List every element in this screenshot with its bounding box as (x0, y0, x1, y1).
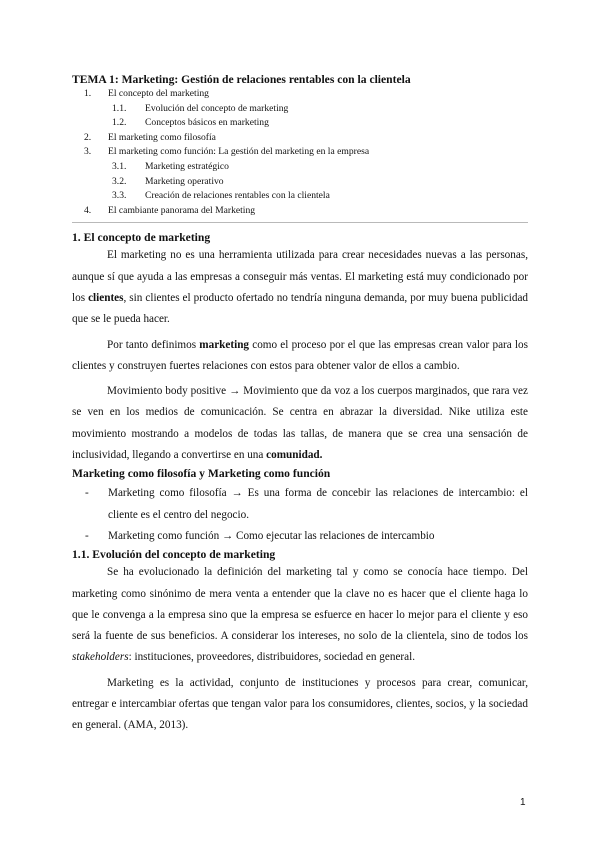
document-title: TEMA 1: Marketing: Gestión de relaciones rentables con la clientela (72, 73, 411, 86)
toc-item: 1.1. Evolución del concepto de marketing (112, 102, 289, 114)
paragraph: Marketing es la actividad, conjunto de instituciones y procesos para crear, comunicar, entregar e intercambiar ofertas que tengan valor para los consumidores, clientes, socios, y la sociedad en general. (AMA, 2013). (72, 676, 528, 732)
section-heading: Marketing como filosofía y Marketing como función (72, 467, 331, 481)
section-heading: 1. El concepto de marketing (72, 231, 211, 245)
toc-item: 4. El cambiante panorama del Marketing (84, 204, 256, 216)
paragraph: Se ha evolucionado la definición del marketing tal y como se conocía hace tiempo. Del marketing como sinónimo de mera venta a entender que la clave no es hacer que el cliente haga lo que le convenga a la empresa sino que la empresa se esfuerce en hacer lo mejor para el cliente y eso será la fuente de sus beneficios. A considerar los intereses, no solo de la clientela, sino de todos los stakeholders: instituciones, proveedores, distribuidores, sociedad en general. (72, 566, 528, 664)
toc-item: 1. El concepto del marketing (84, 88, 209, 99)
toc-item: 1.2. Conceptos básicos en marketing (112, 117, 269, 129)
toc-item: 3. El marketing como función: La gestión del marketing en la empresa (84, 146, 370, 158)
list-item: - Marketing como función → Como ejecutar las relaciones de intercambio (85, 529, 435, 542)
divider (72, 222, 528, 223)
bullet-list (72, 483, 528, 547)
toc-item: 3.3. Creación de relaciones rentables con la clientela (112, 190, 330, 202)
paragraph: El marketing no es una herramienta utilizada para crear necesidades nuevas a las personas, aunque sí que ayuda a las empresas a conseguir más ventas. El marketing está muy condicionado por los clientes, sin clientes el producto ofertado no tendría ninguna demanda, por muy buena publicidad que se le pueda hacer. (72, 249, 529, 326)
toc-item: 2. El marketing como filosofía (84, 131, 216, 143)
list-item: - Marketing como filosofía → Es una forma de concebir las relaciones de intercambio: el cliente es el centro del negocio. (85, 487, 528, 521)
paragraph: Por tanto definimos marketing como el proceso por el que las empresas crean valor para los clientes y construyen fuertes relaciones con estos para obtener valor de ellos a cambio. (72, 338, 528, 372)
document-page (72, 72, 528, 737)
toc-item: 3.2. Marketing operativo (112, 175, 224, 187)
table-of-contents (72, 87, 528, 218)
page-number: 1 (520, 797, 526, 808)
section-heading: 1.1. Evolución del concepto de marketing (72, 548, 276, 562)
toc-item: 3.1. Marketing estratégico (112, 160, 229, 172)
paragraph: Movimiento body positive → Movimiento que da voz a los cuerpos marginados, que rara vez se ven en los medios de comunicación. Se centra en abrazar la diversidad. Nike utiliza este movimiento mostrando a modelos de todas las tallas, de manera que se crea una sensación de inclusividad, llegando a convertirse en una comunidad. (72, 385, 528, 462)
